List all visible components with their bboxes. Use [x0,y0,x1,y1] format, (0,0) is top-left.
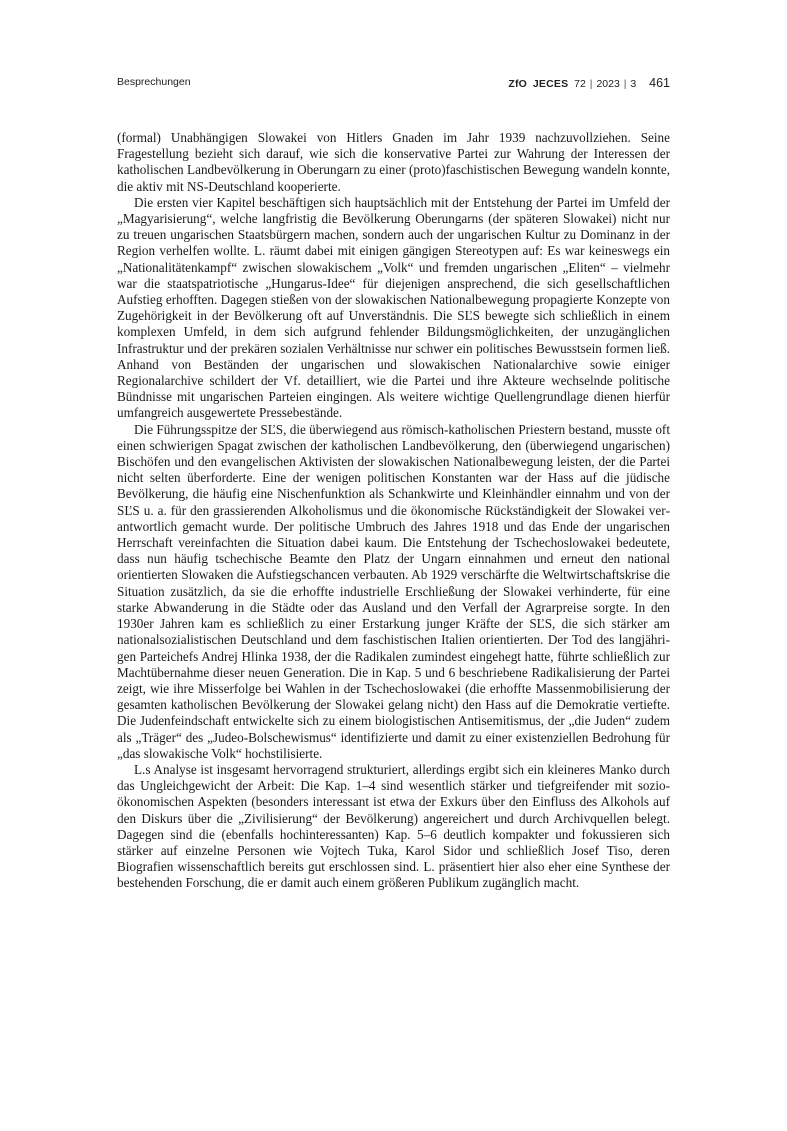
paragraph-evaluation: L.s Analyse ist insgesamt hervorragend strukturiert, allerdings ergibt sich ein kleineres Manko durch das Ungleichgewicht der Arbeit: Die Kap. 1–4 sind wesentlich stärker und tiefgreifender mit sozio-ökonomischen Aspekten (besonders interessant ist etwa der Exkurs über den Einfluss des Alkohols auf den Diskurs über die „Zivilisierung“ der Bevölkerung) angereichert und durch Archivquellen belegt. Dagegen sind die (ebenfalls hochinteressanten) Kap. 5–6 deutlich kompakter und fokussieren sich stärker auf einzelne Personen wie Vojtech Tuka, Karol Sidor und schließlich Josef Tiso, deren Biografien wissenschaftlich bereits gut erschlossen sind. L. präsentiert hier also eher eine Synthese der bestehenden Forschung, die er damit auch einem größeren Publikum zugänglich macht. [117,761,670,891]
separator: | [589,78,593,90]
volume-number: 72 [574,78,586,90]
year: 2023 [596,78,620,90]
review-body [117,130,670,892]
section-title: Besprechungen [117,76,191,88]
paragraph-party-leadership: Die Führungsspitze der SĽS, die überwiegend aus römisch-katholischen Priestern bestand, musste oft einen schwierigen Spagat zwischen der katholischen Landbevölkerung, den (überwiegend ungarischen) Bischöfen und den evangelischen Aktivisten der slowakischen Nationalbewegung leisten, der die Partei nicht selten überforderte. Eine der wenigen politischen Konstanten war der Hass auf die jüdische Bevölkerung, die häufig eine Nischenfunktion als Schankwirte und Kleinhändler einnahm und von der SĽS u. a. für den grassierenden Alkoholismus und die ökonomische Rückständigkeit der Slowakei verantwortlich gemacht wurde. Der politische Umbruch des Jahres 1918 und das Ende der ungarischen Herrschaft vereinfachten die Situation dabei kaum. Die Entstehung der Tschechoslowakei bedeutete, dass nun häufig tschechische Beamte den Platz der Ungarn einnahmen und erneut den national orientierten Slowaken die Aufstiegschancen verbauten. Ab 1929 verschärfte die Weltwirtschaftskrise die Situation zusätzlich, da sie die erhoffte industrielle Erschließung der Slowakei verhinderte, für eine starke Abwanderung in die Städte oder das Ausland und den Verfall der Agrarpreise sorgte. In den 1930er Jahren kam es schließlich zu einer Erstarkung junger Kräfte der SĽS, die sich stärker am nationalsozialistischen Deutschland und dem faschistischen Italien orientierten. Der Tod des langjährigen Parteichefs Andrej Hlinka 1938, der die Radikalen zumindest eingehegt hatte, führte schließlich zur Machtübernahme dieser neuen Generation. Die in Kap. 5 und 6 beschriebene Radikalisierung der Partei zeigt, wie ihre Misserfolge bei Wahlen in der Tschechoslowakei (die erhoffte Massenmobilisierung der gesamten katholischen Bevölkerung der Slowakei gelang nicht) den Hass auf die Demokratie vertiefte. Die Judenfeindschaft entwickelte sich zu einem biologistischen Antisemitismus, der „die Juden“ zudem als „Träger“ des „Judeo-Bolschewismus“ identifizierte und damit zu einer existenziellen Bedrohung für „das slowakische Volk“ hochstilisierte. [117,421,670,761]
running-head [117,76,670,92]
journal-info [508,76,670,90]
page-number: 461 [649,76,670,90]
paragraph-continuation: (formal) Unabhängigen Slowakei von Hitlers Gnaden im Jahr 1939 nachzuvollziehen. Seine Fragestellung bezieht sich darauf, wie sich die konservative Partei zur Wahrung der Interessen der katholischen Landbevölkerung in Oberungarn zu einer (proto)faschistischen Bewegung wandeln konnte, die aktiv mit NS-Deutschland kooperierte. [117,130,670,194]
separator: | [623,78,627,90]
issue-number: 3 [630,78,637,90]
paragraph-chapters-overview: Die ersten vier Kapitel beschäftigen sich hauptsächlich mit der Entstehung der Partei im Umfeld der „Magyarisierung“, welche langfristig die Bevölkerung Oberungarns (der späteren Slowakei) nicht nur zu treuen ungarischen Staatsbürgern machen, sondern auch der ungarischen Kultur zu Dominanz in der Region verhelfen wollte. L. räumt dabei mit einigen gängigen Stereotypen auf: Es war keineswegs ein „Nationalitätenkampf“ zwischen slowakischem „Volk“ und fremden ungarischen „Eliten“ – vielmehr war die staatspatriotische „Hungarus-Idee“ für diejenigen ansprechend, die sich gesellschaftlichen Aufstieg erhofften. Dagegen stießen von der slowakischen Nationalbewegung propagierte Konzepte von Zugehörigkeit in der Bevölkerung oft auf Unverständnis. Die SĽS bewegte sich schließlich in einem komplexen Umfeld, in dem sich aufgrund fehlender Bildungsmöglichkeiten, der unzugänglichen Infrastruktur und der prekären sozialen Verhältnisse nur schwer ein politisches Bewusstsein formen ließ. Anhand von Beständen der ungarischen und slowakischen Nationalarchive sowie einiger Regionalarchive schildert der Vf. detailliert, wie die Partei und ihre Akteure wechselnde politische Bündnisse mit ungarischen Parteien eingingen. Als weitere wichtige Quellengrundlage dienen hierfür umfangreich ausgewertete Pressebestände. [117,194,670,421]
journal-subtitle: JECES [532,78,569,90]
journal-abbreviation: ZfO [508,78,528,90]
